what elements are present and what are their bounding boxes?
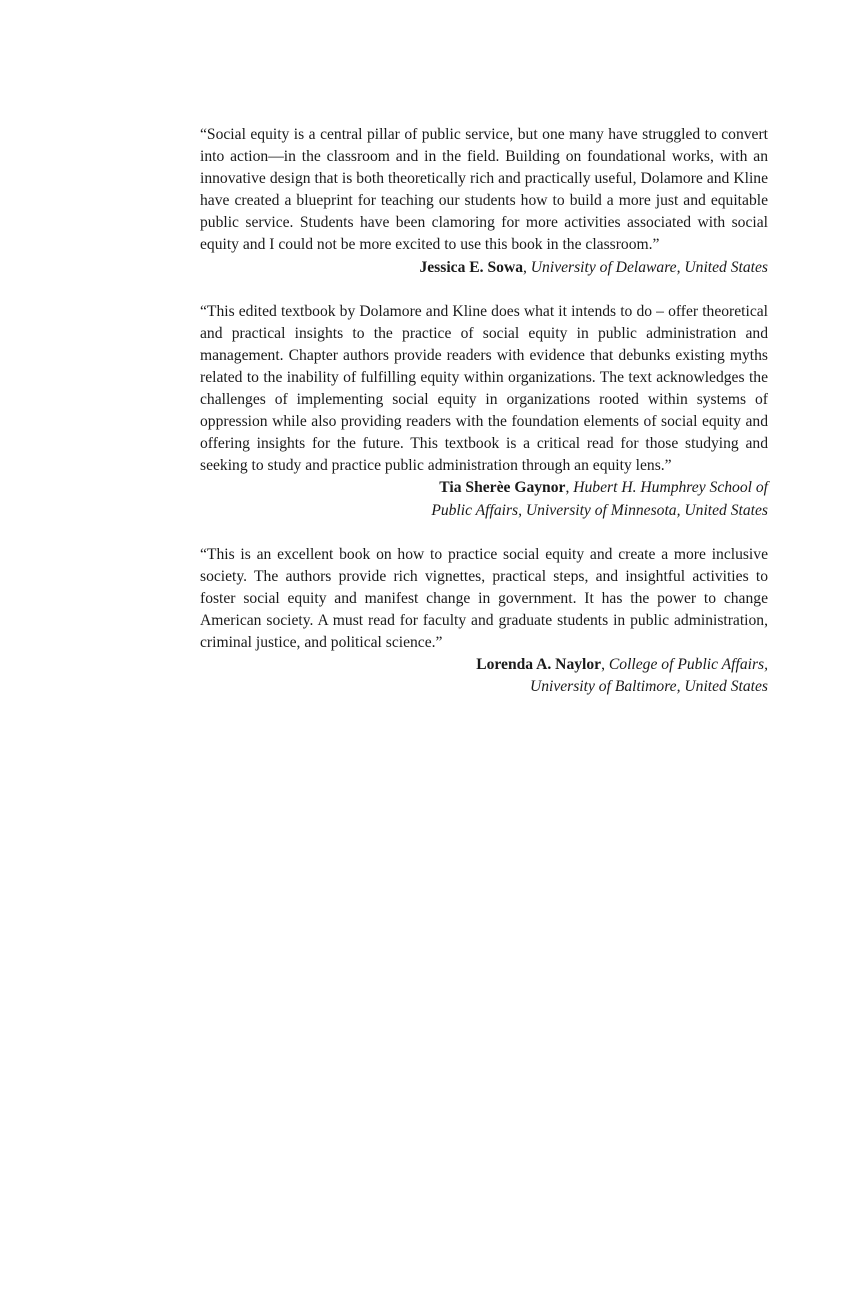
attribution-line-2: University of Baltimore, United States — [529, 678, 768, 696]
attribution-separator: , — [523, 258, 531, 276]
endorsement-attribution — [200, 654, 768, 698]
endorser-affiliation: College of Public Affairs, — [608, 656, 768, 674]
endorsement-quote: “Social equity is a central pillar of public service, but one many have struggled to convert into action—in the classroom and in the field. Building on foundational works, with an innovative design that is both theoretically rich and practically useful, Dolamore and Kline have created a blueprint for teaching our students how to build a more just and equitable public service. Students have been clamoring for more activities associated with social equity and I could not be more excited to use this book in the classroom.” — [200, 126, 768, 254]
endorsement-attribution — [200, 477, 768, 521]
endorser-name: Lorenda A. Naylor — [476, 656, 602, 674]
endorsement-quote: “This is an excellent book on how to practice social equity and create a more inclusive society. The authors provide rich vignettes, practical steps, and insightful activities to foster social equity and manifest change in government. It has the power to change American society. A must read for faculty and graduate students in public administration, criminal justice, and political science.” — [200, 545, 768, 651]
attribution-separator: , — [601, 656, 609, 674]
endorsement-naylor — [200, 544, 768, 699]
endorser-name: Jessica E. Sowa — [419, 258, 523, 276]
endorsement-quote: “This edited textbook by Dolamore and Kline does what it intends to do – offer theoretical and practical insights to the practice of social equity in public administration and management. Chapter authors provide readers with evidence that debunks existing myths related to the inability of fulfilling equity within organizations. The text acknowledges the challenges of implementing social equity in organizations rooted within systems of oppression while also providing readers with the foundation elements of social equity and offering insights for the future. This textbook is a critical read for those studying and seeking to study and practice public administration through an equity lens.” — [200, 302, 768, 475]
attribution-line-1 — [200, 654, 768, 676]
endorsement-attribution — [200, 257, 768, 279]
attribution-line-1 — [200, 477, 768, 499]
endorsements-column — [200, 124, 768, 720]
endorsement-sowa — [200, 124, 768, 279]
endorsement-gaynor — [200, 301, 768, 522]
attribution-line-2: Public Affairs, University of Minnesota, United States — [431, 501, 768, 519]
attribution-separator: , — [565, 479, 574, 497]
endorser-name: Tia Sherèe Gaynor — [439, 479, 566, 497]
endorser-affiliation: University of Delaware, United States — [530, 258, 768, 276]
endorser-affiliation: Hubert H. Humphrey School of — [573, 479, 768, 497]
attribution-line-1 — [200, 257, 768, 279]
